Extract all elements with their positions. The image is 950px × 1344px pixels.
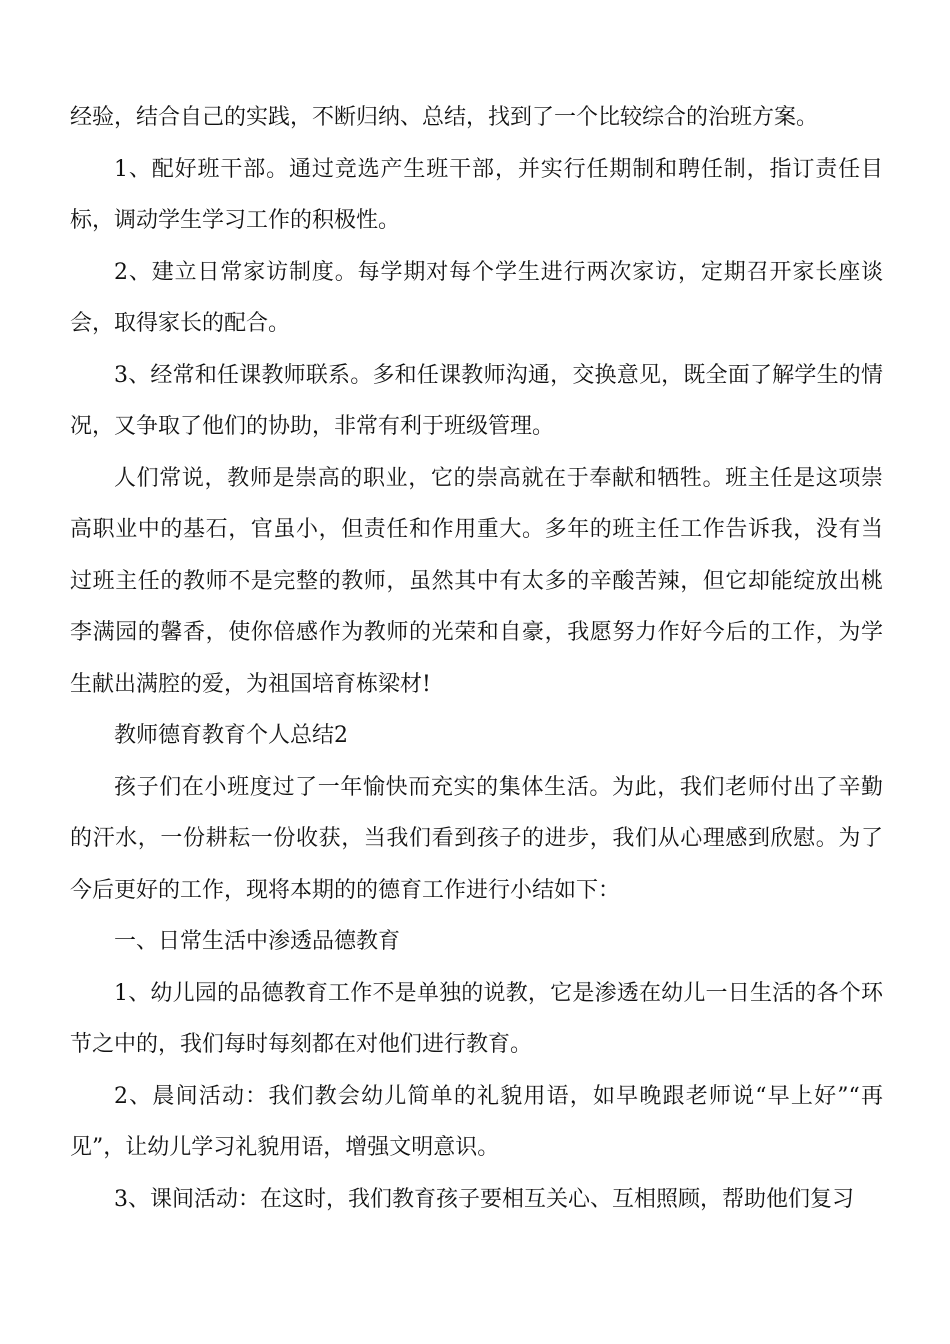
paragraph-break-activity: 3、课间活动：在这时，我们教育孩子要相互关心、互相照顾，帮助他们复习: [114, 1186, 854, 1212]
paragraph-teacher-contact: 3、经常和任课教师联系。多和任课教师沟通，交换意见，既全面了解学生的情况，又争取了他们的协助，非常有利于班级管理。: [70, 362, 883, 439]
paragraph-morning-activity: 2、晨间活动：我们教会幼儿简单的礼貌用语，如早晚跟老师说“早上好”“再见”，让幼儿学习礼貌用语，增强文明意识。: [70, 1083, 883, 1160]
section-title: 教师德育教育个人总结2: [114, 723, 348, 748]
subsection-title: 一、日常生活中渗透品德教育: [114, 929, 401, 954]
paragraph-home-visits: 2、建立日常家访制度。每学期对每个学生进行两次家访，定期召开家长座谈会，取得家长的配合。: [70, 259, 883, 336]
paragraph-reflection: 人们常说，教师是崇高的职业，它的崇高就在于奉献和牺牲。班主任是这项崇高职业中的基石，官虽小，但责任和作用重大。多年的班主任工作告诉我，没有当过班主任的教师不是完整的教师，虽然其中有太多的辛酸苦辣，但它却能绽放出桃李满园的馨香，使你倍感作为教师的光荣和自豪，我愿努力作好今后的工作，为学生献出满腔的爱，为祖国培育栋梁材!: [70, 465, 883, 697]
document-body: [70, 92, 883, 1225]
paragraph-continuation: 经验，结合自己的实践，不断归纳、总结，找到了一个比较综合的治班方案。: [70, 105, 819, 130]
paragraph-class-cadres: 1、配好班干部。通过竞选产生班干部，并实行任期制和聘任制，指订责任目标，调动学生学习工作的积极性。: [70, 156, 883, 233]
paragraph-introduction: 孩子们在小班度过了一年愉快而充实的集体生活。为此，我们老师付出了辛勤的汗水，一份耕耘一份收获，当我们看到孩子的进步，我们从心理感到欣慰。为了今后更好的工作，现将本期的的德育工作进行小结如下：: [70, 774, 883, 903]
paragraph-moral-education: 1、幼儿园的品德教育工作不是单独的说教，它是渗透在幼儿一日生活的各个环节之中的，我们每时每刻都在对他们进行教育。: [70, 980, 883, 1057]
